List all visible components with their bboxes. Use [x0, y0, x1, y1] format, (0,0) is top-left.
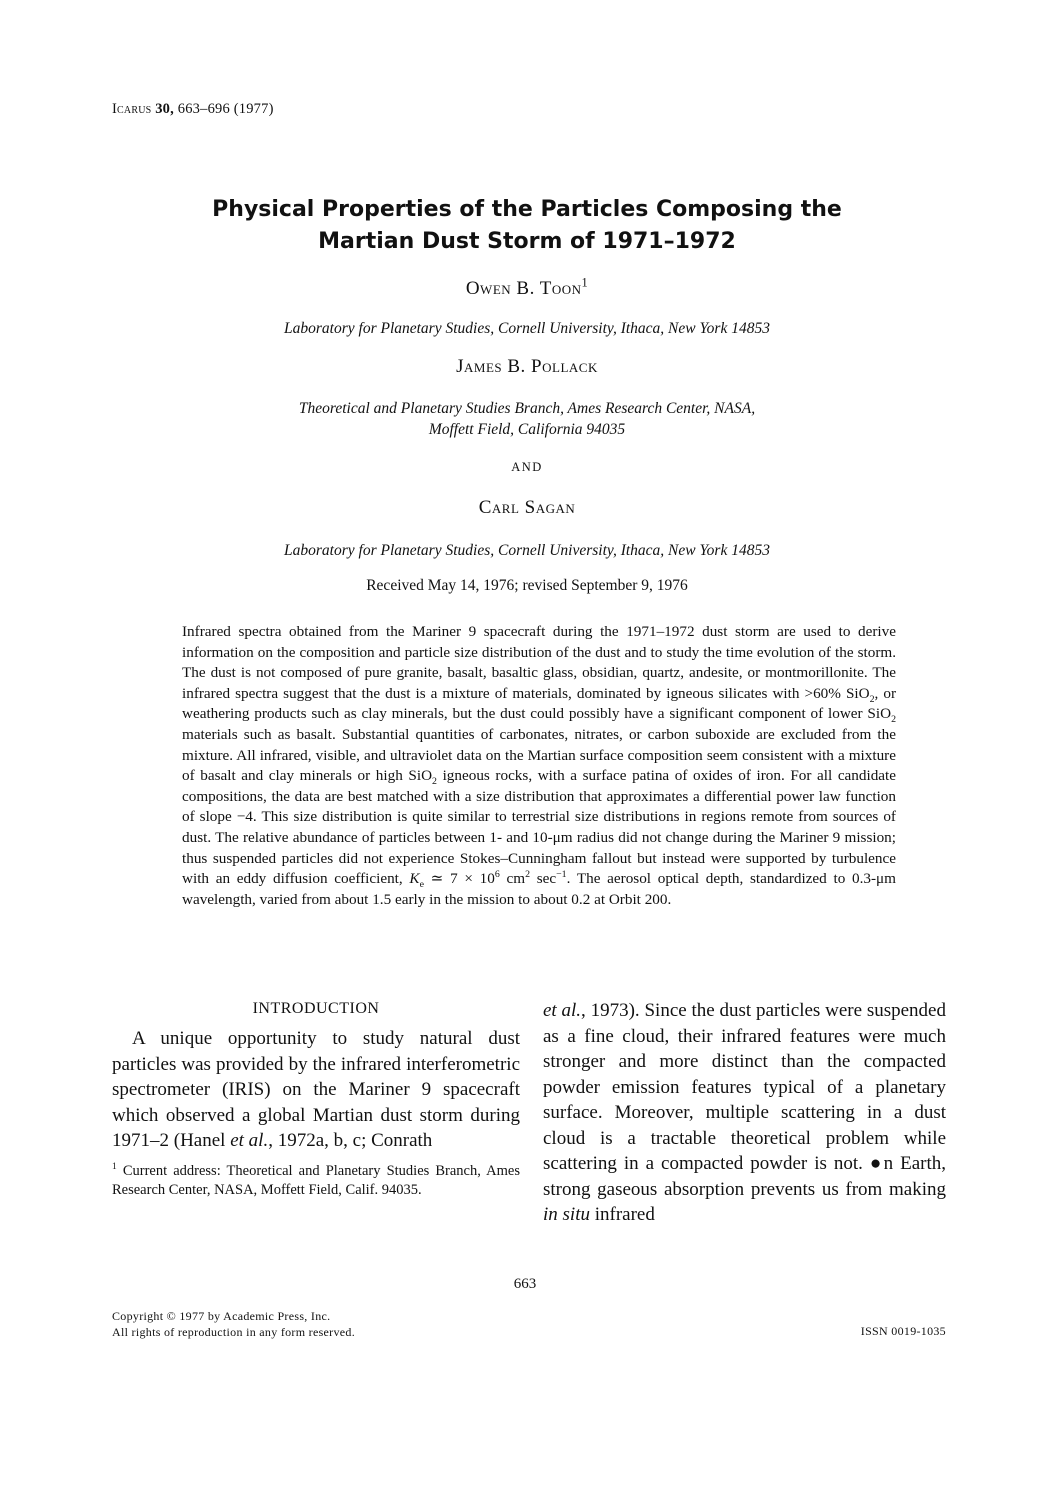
abstract-text-3: materials such as basalt. Substantial quantities of carbonates, nitrates, or carbon suboxide are excluded from the mixture. All infrared, visible, and ultraviolet data on the Martian surface composition seem consistent with a mixture of basalt and clay minerals or high SiO: [182, 725, 896, 785]
abstract-text-4: igneous rocks, with a surface patina of oxides of iron. For all candidate compositions, the data are best matched with a size distribution that approximates a differential power law function of slope −4. This size distribution is quite similar to terrestrial size distributions in regions remote from sources of dust. The relative abundance of particles between 1- and 10-μm radius did not change during the Mariner 9 mission; thus suspended particles did not experience Stokes–Cunningham fallout but instead were supported by turbulence with an eddy diffusion coefficient,: [182, 767, 897, 888]
title-line-2: Martian Dust Storm of 1971–1972: [318, 229, 736, 254]
and-separator: AND: [511, 460, 543, 474]
page-number: 663: [513, 1276, 537, 1292]
journal-reference: [112, 101, 274, 118]
abstract-k-subscript: e: [419, 879, 424, 891]
affiliation-ames-line-1: Theoretical and Planetary Studies Branch, Ames Research Center, NASA,: [298, 400, 756, 417]
intro-left-text-2: , 1972a, b, c; Conrath: [268, 1130, 433, 1151]
abstract-sub-3: 2: [432, 776, 437, 788]
body-column-right: [543, 998, 946, 1228]
paper-title: [150, 194, 904, 258]
affiliation-ames: [150, 398, 904, 440]
intro-paragraph-left: [112, 1026, 520, 1154]
abstract-text-1: Infrared spectra obtained from the Mariner 9 spacecraft during the 1971–1972 dust storm are used to derive information on the composition and particle size distribution of the dust and to study the time evolution of the storm. The dust is not composed of pure granite, basalt, basaltic glass, obsidian, quartz, andesite, or montmorillonite. The infrared spectra suggest that the dust is a mixture of materials, dominated by igneous silicates with >60% SiO: [182, 623, 896, 702]
copyright-notice: [112, 1308, 355, 1340]
journal-pages: 663–696 (1977): [177, 101, 274, 117]
footnote-text: Current address: Theoretical and Planetary Studies Branch, Ames Research Center, NASA, Moffett Field, Calif. 94035.: [112, 1162, 521, 1198]
abstract-text-2: , or weathering products such as clay minerals, but the dust could possibly have a significant component of lower SiO: [182, 684, 896, 723]
abstract-exponent-3: −1: [556, 869, 567, 881]
intro-paragraph-right: [543, 998, 946, 1228]
footnote-marker: 1: [581, 275, 589, 290]
intro-left-text-1: A unique opportunity to study natural dust particles was provided by the infrared interferometric spectrometer (IRIS) on the Mariner 9 spacecraft which observed a global Martian dust storm during 1971–2 (Hanel: [112, 1028, 520, 1151]
footnote: [112, 1162, 520, 1201]
body-column-left: [112, 998, 520, 1201]
author-pollack: James B. Pollack: [456, 356, 598, 377]
intro-right-insitu: in situ: [543, 1204, 590, 1225]
author-toon: [150, 275, 904, 300]
abstract-text-8: . The aerosol optical depth, standardized to 0.3-μm wavelength, varied from about 1.5 early in the mission to about 0.2 at Orbit 200.: [182, 870, 896, 908]
affiliation-cornell-1: Laboratory for Planetary Studies, Cornell University, Ithaca, New York 14853: [284, 320, 770, 337]
abstract: [182, 622, 896, 910]
journal-volume: 30,: [155, 101, 174, 117]
received-dates: Received May 14, 1976; revised September 9, 1976: [366, 577, 688, 594]
abstract-text-5: ≃ 7 × 10: [423, 870, 495, 888]
abstract-text-7: sec: [530, 870, 557, 888]
affiliation-cornell-2: Laboratory for Planetary Studies, Cornell University, Ithaca, New York 14853: [284, 542, 770, 559]
section-heading-introduction: INTRODUCTION: [252, 1000, 380, 1017]
affiliation-ames-line-2: Moffett Field, California 94035: [428, 421, 626, 438]
copyright-line-2: All rights of reproduction in any form reserved.: [112, 1325, 356, 1339]
footnote-number: 1: [112, 1161, 117, 1172]
intro-right-etal: et al.: [543, 1000, 582, 1021]
abstract-exponent-2: 2: [525, 869, 530, 881]
author-name: Owen B. Toon: [465, 278, 582, 299]
intro-right-text-2: infrared: [589, 1204, 655, 1225]
abstract-sub-2: 2: [891, 714, 896, 726]
title-line-1: Physical Properties of the Particles Composing the: [212, 197, 842, 222]
copyright-line-1: Copyright © 1977 by Academic Press, Inc.: [112, 1309, 331, 1323]
author-sagan: Carl Sagan: [478, 497, 576, 518]
abstract-sub-1: 2: [869, 693, 875, 705]
intro-right-text-1: , 1973). Since the dust particles were suspended as a fine cloud, their infrared features were much stronger and more distinct than the compacted powder emission features typical of a planetary surface. Moreover, multiple scattering in a dust cloud is a tractable theoretical problem while scattering in a compacted powder is not. ●n Earth, strong gaseous absorption prevents us from making: [543, 1000, 946, 1200]
issn: ISSN 0019-1035: [860, 1324, 946, 1338]
abstract-k-symbol: K: [409, 870, 420, 888]
intro-left-etal: et al.: [230, 1130, 269, 1151]
journal-name: Icarus: [112, 101, 152, 117]
abstract-text-6: cm: [499, 870, 526, 888]
abstract-exponent-1: 6: [494, 869, 500, 881]
